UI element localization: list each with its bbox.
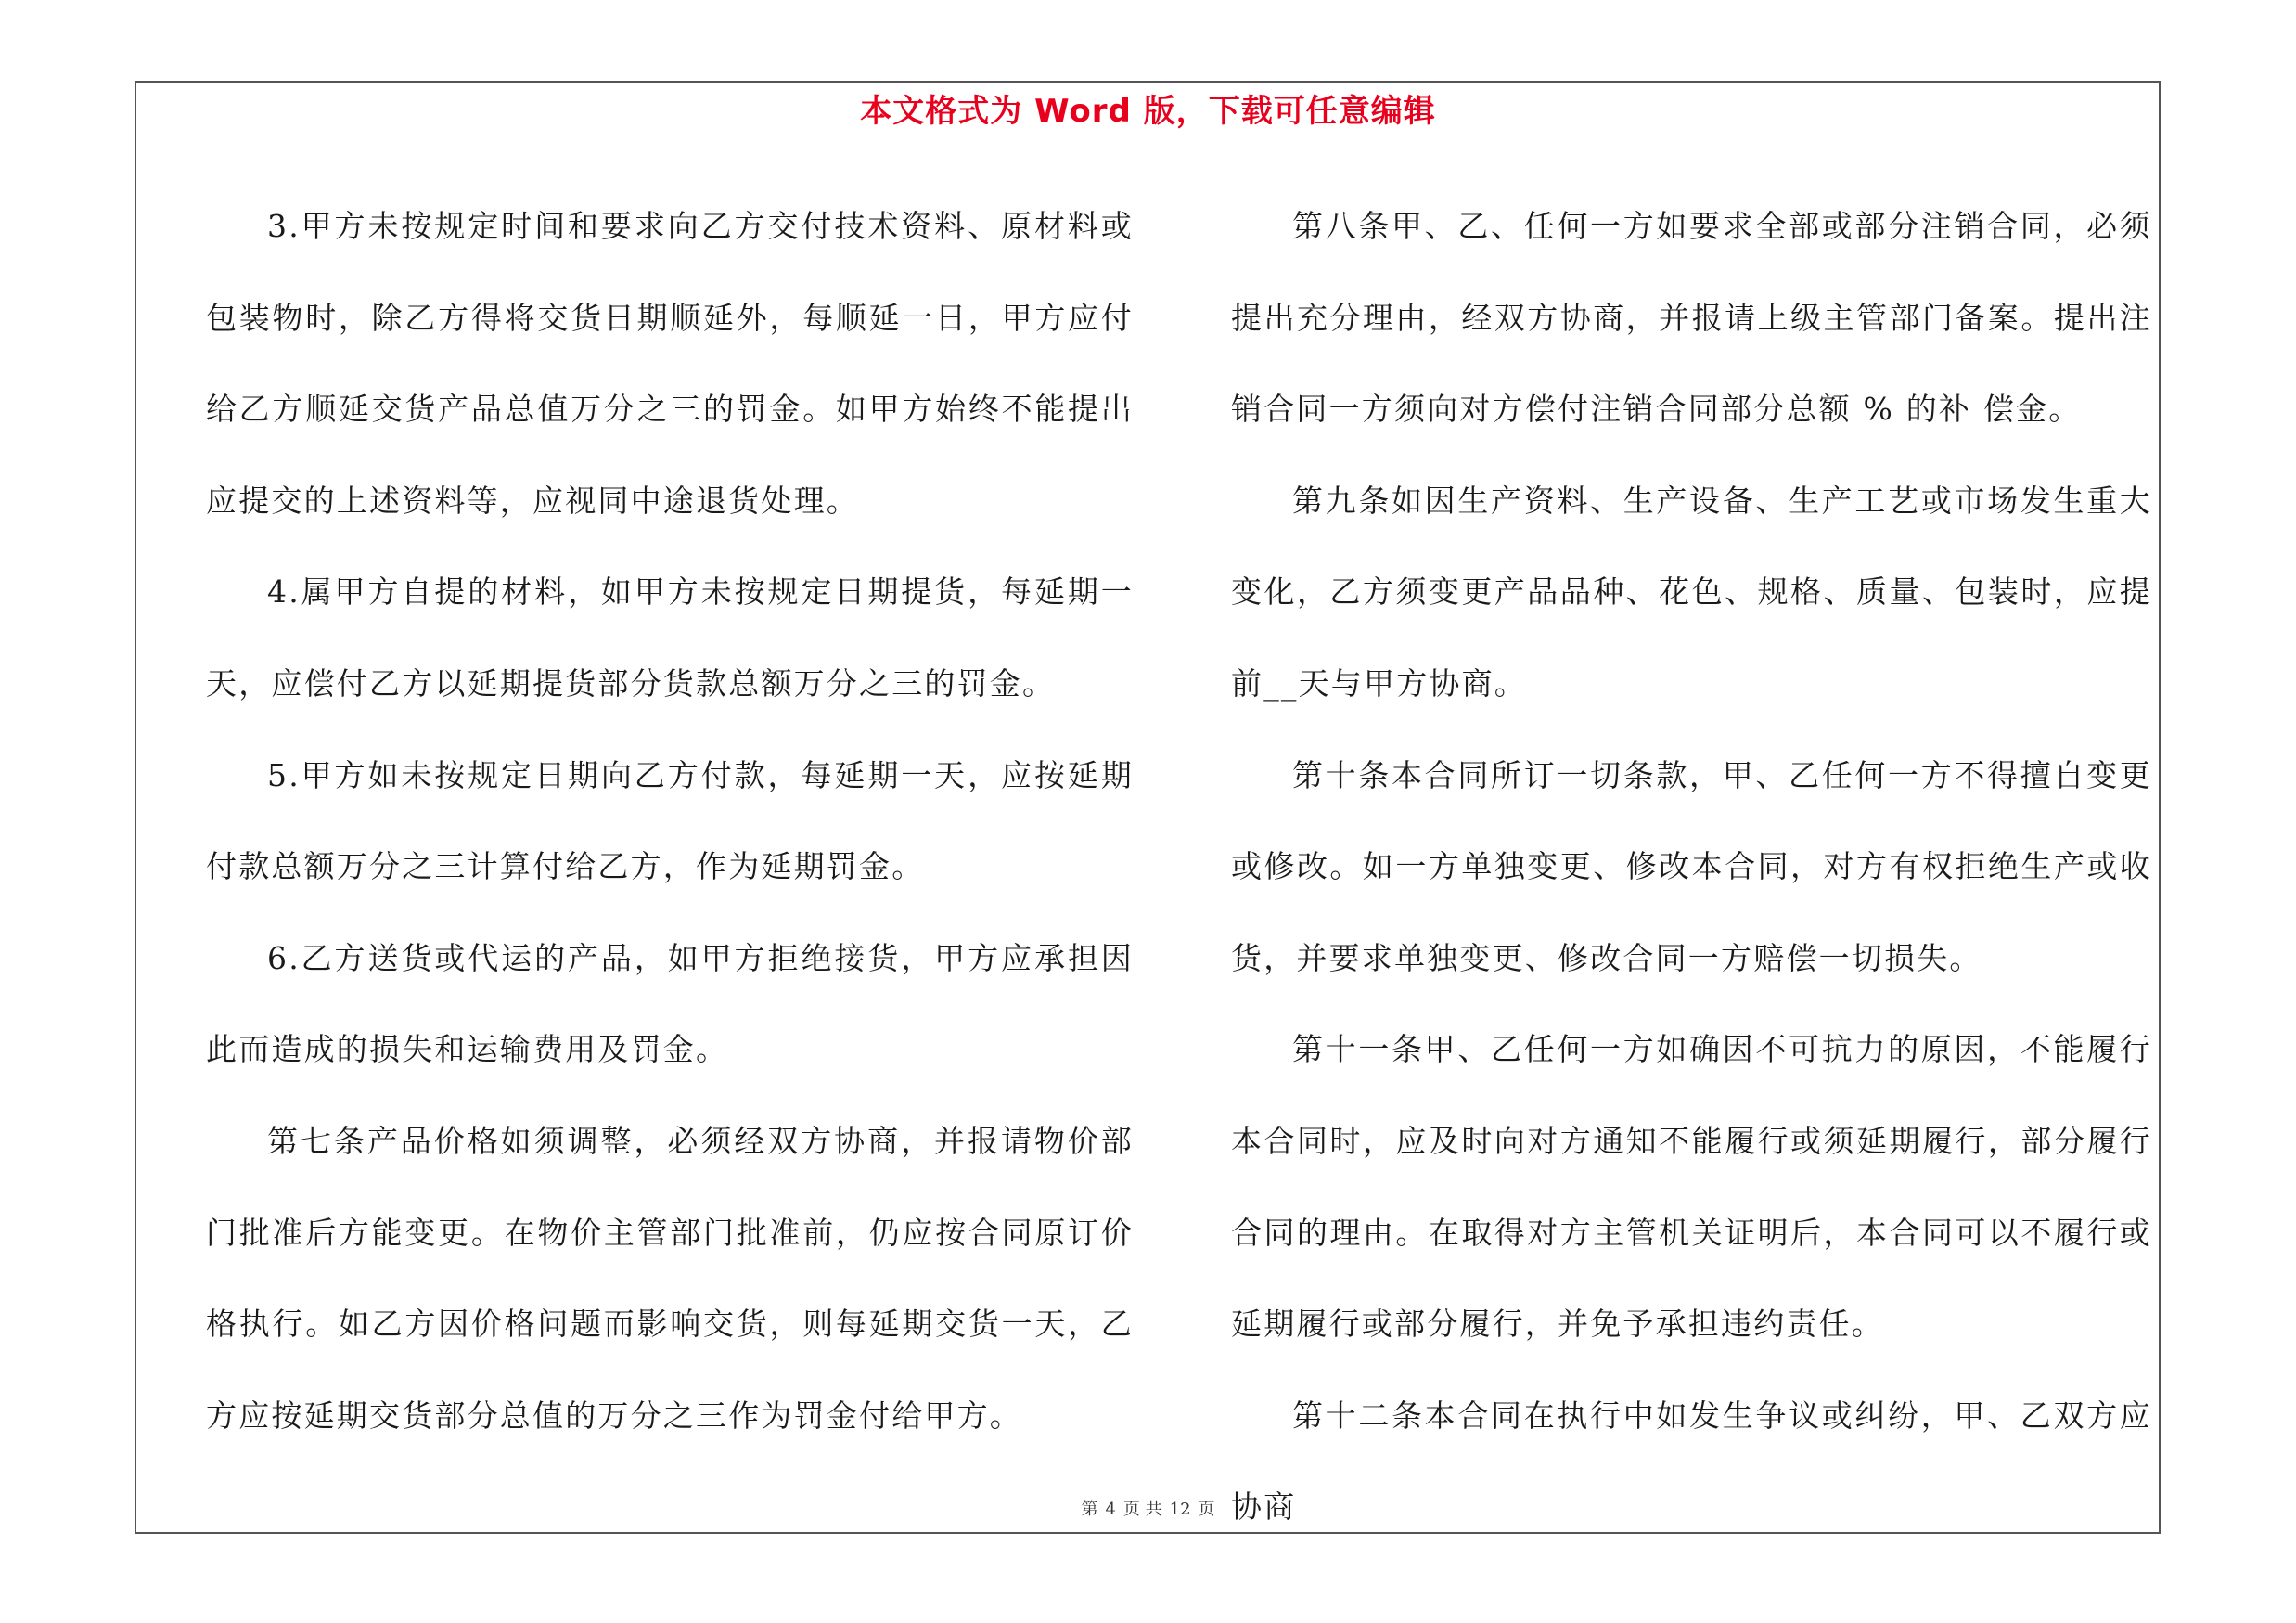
current-page-number: 4 <box>1105 1500 1116 1519</box>
paragraph-article-10: 第十条本合同所订一切条款，甲、乙任何一方不得擅自变更或修改。如一方单独变更、修改本合同，对方有权拒绝生产或收货，并要求单独变更、修改合同一方赔偿一切损失。 <box>1231 756 2152 976</box>
word-format-banner <box>0 85 2296 131</box>
paragraph-clause-4: 4.属甲方自提的材料，如甲方未按规定日期提货，每延期一天，应偿付乙方以延期提货部分货款总额万分之三的罚金。 <box>206 573 1134 702</box>
paragraph-article-12: 第十二条本合同在执行中如发生争议或纠纷，甲、乙双方应协商 <box>1231 1397 2152 1526</box>
paragraph-clause-3: 3.甲方未按规定时间和要求向乙方交付技术资料、原材料或包装物时，除乙方得将交货日期顺延外，每顺延一日，甲方应付给乙方顺延交货产品总值万分之三的罚金。如甲方始终不能提出应提交的上述资料等，应视同中途退货处理。 <box>206 208 1134 519</box>
footer-suffix: 页 <box>1198 1500 1215 1519</box>
paragraph-article-8: 第八条甲、乙、任何一方如要求全部或部分注销合同，必须提出充分理由，经双方协商，并报请上级主管部门备案。提出注销合同一方须向对方偿付注销合同部分总额 % 的补 偿金。 <box>1231 208 2152 428</box>
paragraph-clause-5: 5.甲方如未按规定日期向乙方付款，每延期一天，应按延期付款总额万分之三计算付给乙方，作为延期罚金。 <box>206 756 1134 885</box>
paragraph-clause-6: 6.乙方送货或代运的产品，如甲方拒绝接货，甲方应承担因此而造成的损失和运输费用及罚金。 <box>206 939 1134 1068</box>
right-column <box>1231 181 2152 1553</box>
left-column <box>206 181 1134 1462</box>
banner-text: 本文格式为 Word 版，下载可任意编辑 <box>860 93 1436 130</box>
paragraph-article-9: 第九条如因生产资料、生产设备、生产工艺或市场发生重大变化，乙方须变更产品品种、花色、规格、质量、包装时，应提前__天与甲方协商。 <box>1231 482 2152 702</box>
total-page-count: 12 <box>1169 1500 1191 1519</box>
paragraph-article-7: 第七条产品价格如须调整，必须经双方协商，并报请物价部门批准后方能变更。在物价主管部门批准前，仍应按合同原订价格执行。如乙方因价格问题而影响交货，则每延期交货一天，乙方应按延期交货部分总值的万分之三作为罚金付给甲方。 <box>206 1122 1134 1434</box>
footer-prefix: 第 <box>1081 1500 1098 1519</box>
footer-middle: 页 共 <box>1122 1500 1162 1519</box>
page-number-footer <box>0 1496 2296 1520</box>
paragraph-article-11: 第十一条甲、乙任何一方如确因不可抗力的原因，不能履行本合同时，应及时向对方通知不能履行或须延期履行，部分履行合同的理由。在取得对方主管机关证明后，本合同可以不履行或延期履行或部分履行，并免予承担违约责任。 <box>1231 1031 2152 1343</box>
